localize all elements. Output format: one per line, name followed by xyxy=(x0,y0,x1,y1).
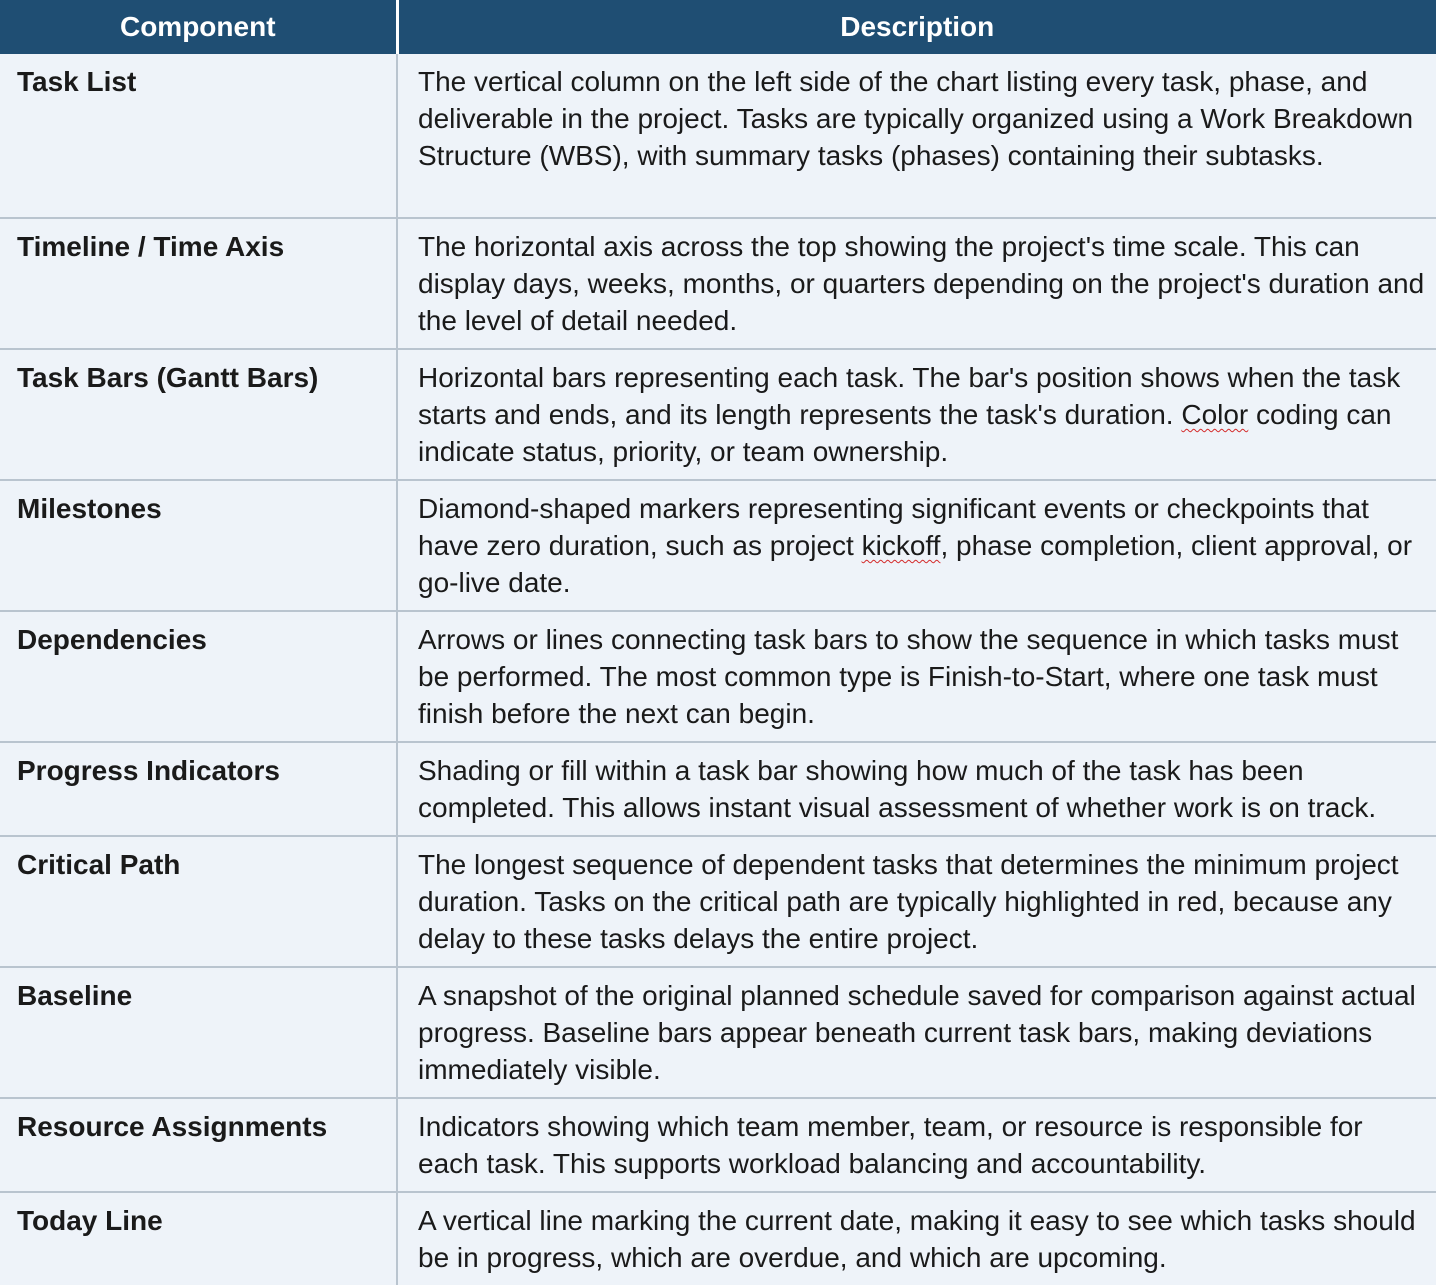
component-cell: Baseline xyxy=(0,967,397,1098)
table-row xyxy=(0,836,1436,967)
table-row xyxy=(0,611,1436,742)
description-cell: Indicators showing which team member, team, or resource is responsible for each task. This supports workload balancing and accountability. xyxy=(397,1098,1436,1192)
table-row xyxy=(0,480,1436,611)
table-row xyxy=(0,1098,1436,1192)
description-cell xyxy=(397,480,1436,611)
component-cell: Timeline / Time Axis xyxy=(0,218,397,349)
spellcheck-flagged-word[interactable]: kickoff xyxy=(861,530,941,561)
table-row xyxy=(0,218,1436,349)
description-text: Diamond-shaped markers representing significant events or checkpoints that have zero duration, such as project xyxy=(418,493,1369,561)
description-cell: A vertical line marking the current date, making it easy to see which tasks should be in progress, which are overdue, and which are upcoming. xyxy=(397,1192,1436,1285)
component-cell: Task List xyxy=(0,54,397,218)
component-cell: Milestones xyxy=(0,480,397,611)
description-text: coding can indicate status, priority, or team ownership. xyxy=(418,399,1392,467)
description-cell xyxy=(397,349,1436,480)
description-cell: Shading or fill within a task bar showing how much of the task has been completed. This allows instant visual assessment of whether work is on track. xyxy=(397,742,1436,836)
table-row xyxy=(0,54,1436,218)
component-cell: Progress Indicators xyxy=(0,742,397,836)
component-cell: Resource Assignments xyxy=(0,1098,397,1192)
table-row xyxy=(0,742,1436,836)
column-header-description: Description xyxy=(397,0,1436,54)
component-cell: Task Bars (Gantt Bars) xyxy=(0,349,397,480)
description-cell: The longest sequence of dependent tasks that determines the minimum project duration. Tasks on the critical path are typically highlighted in red, because any delay to these tasks delays the entire project. xyxy=(397,836,1436,967)
component-cell: Critical Path xyxy=(0,836,397,967)
description-cell: A snapshot of the original planned schedule saved for comparison against actual progress. Baseline bars appear beneath current task bars, making deviations immediately visible. xyxy=(397,967,1436,1098)
description-text: Horizontal bars representing each task. The bar's position shows when the task starts and ends, and its length represents the task's duration. xyxy=(418,362,1401,430)
description-cell: The horizontal axis across the top showing the project's time scale. This can display days, weeks, months, or quarters depending on the project's duration and the level of detail needed. xyxy=(397,218,1436,349)
column-header-component: Component xyxy=(0,0,397,54)
spellcheck-flagged-word[interactable]: Color xyxy=(1181,399,1249,430)
description-cell: The vertical column on the left side of the chart listing every task, phase, and deliverable in the project. Tasks are typically organized using a Work Breakdown Structure (WBS), with summary tasks (phases) containing their subtasks. xyxy=(397,54,1436,218)
description-text: , phase completion, client approval, or go-live date. xyxy=(418,530,1413,598)
component-cell: Dependencies xyxy=(0,611,397,742)
table-row xyxy=(0,1192,1436,1285)
component-cell: Today Line xyxy=(0,1192,397,1285)
table-row xyxy=(0,967,1436,1098)
header-row xyxy=(0,0,1436,54)
description-cell: Arrows or lines connecting task bars to show the sequence in which tasks must be performed. The most common type is Finish-to-Start, where one task must finish before the next can begin. xyxy=(397,611,1436,742)
table-row xyxy=(0,349,1436,480)
